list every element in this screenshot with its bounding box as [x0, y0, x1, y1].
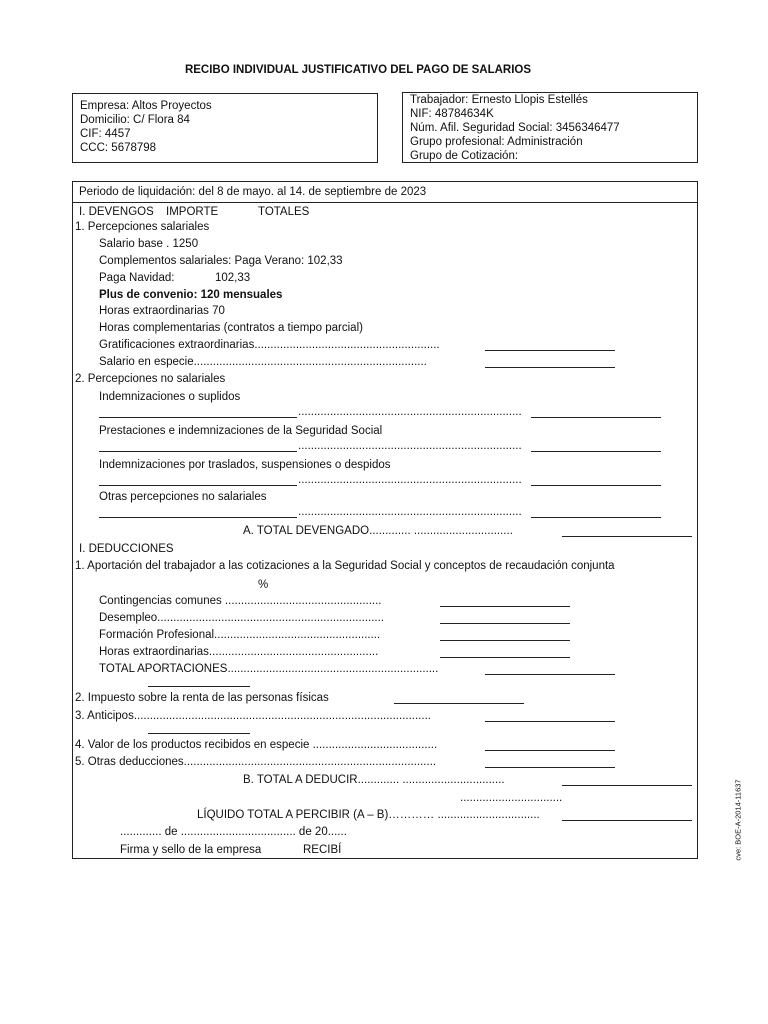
empresa-domicilio: Domicilio: C/ Flora 84 [80, 114, 190, 126]
document-title: RECIBO INDIVIDUAL JUSTIFICATIVO DEL PAGO DE SALARIOS [184, 64, 532, 76]
otras-percepciones-dots: ...................................................................... [298, 506, 522, 518]
salario-especie: Salario en especie......................................................................... [99, 356, 427, 368]
irpf-amount-line [394, 703, 524, 704]
trabajador-grupo-cotizacion: Grupo de Cotización: [410, 150, 519, 162]
indemnizaciones-dots: ...................................................................... [298, 406, 522, 418]
empresa-name: Empresa: Altos Proyectos [80, 100, 212, 112]
anticipos-extra-line [148, 733, 250, 734]
total-aportaciones-amount-line [485, 674, 615, 675]
recibi-label: RECIBÍ [303, 844, 342, 856]
prestaciones-dots: ...................................................................... [298, 440, 522, 452]
plus-convenio: Plus de convenio: 120 mensuales [99, 289, 283, 301]
indemnizaciones-amount-line [531, 417, 661, 418]
liquido-total: LÍQUIDO TOTAL A PERCIBIR (A – B)………… ................................ [197, 809, 540, 821]
horas-extraordinarias-deduccion: Horas extraordinarias..................................................... [99, 646, 379, 658]
totales-header: TOTALES [258, 206, 310, 218]
devengos-header: I. DEVENGOS [79, 206, 154, 218]
salario-base: Salario base . 1250 [99, 238, 199, 250]
formacion-profesional: Formación Profesional.................................................... [99, 629, 381, 641]
total-devengado-amount-line [562, 536, 692, 537]
periodo-liquidacion: Periodo de liquidación: del 8 de mayo. al 14. de septiembre de 2023 [79, 186, 427, 198]
trabajador-nif: NIF: 48784634K [410, 108, 494, 120]
desempleo-amount-line [440, 623, 570, 624]
trabajador-name: Trabajador: Ernesto Llopis Estellés [410, 94, 588, 106]
periodo-divider [72, 202, 698, 203]
liquido-total-amount-line [562, 820, 692, 821]
salario-especie-amount-line [485, 367, 615, 368]
complementos-salariales: Complementos salariales: Paga Verano: 102,33 [99, 255, 343, 267]
desempleo: Desempleo....................................................................... [99, 612, 385, 624]
deducciones-header: I. DEDUCCIONES [79, 543, 174, 555]
prestaciones-concept-line [99, 451, 297, 452]
indemnizaciones-traslados: Indemnizaciones por traslados, suspensiones o despidos [99, 459, 391, 471]
otras-deducciones-amount-line [485, 767, 615, 768]
contingencias-comunes: Contingencias comunes ................................................. [99, 595, 382, 607]
contingencias-amount-line [440, 606, 570, 607]
paga-navidad-label: Paga Navidad: [99, 272, 175, 284]
cve-text: cve: BOE-A-2014-11637 [733, 779, 743, 861]
otras-percepciones: Otras percepciones no salariales [99, 491, 267, 503]
traslados-dots: ...................................................................... [298, 474, 522, 486]
trabajador-grupo-profesional: Grupo profesional: Administración [410, 136, 583, 148]
empresa-box [72, 93, 378, 163]
percent-header: % [258, 579, 269, 591]
anticipos-amount-line [485, 721, 615, 722]
horas-extra-amount-line [440, 657, 570, 658]
importe-header: IMPORTE [166, 206, 219, 218]
anticipos: 3. Anticipos............................................................................................. [75, 710, 431, 722]
percepciones-no-salariales-heading: 2. Percepciones no salariales [75, 373, 226, 385]
total-deducir-dots: ................................ [460, 792, 563, 804]
gratificaciones-extraordinarias: Gratificaciones extraordinarias.......................................................... [99, 339, 440, 351]
total-deducir: B. TOTAL A DEDUCIR............. ................................ [243, 774, 505, 786]
gratificaciones-amount-line [485, 350, 615, 351]
prestaciones-amount-line [531, 451, 661, 452]
horas-extraordinarias: Horas extraordinarias 70 [99, 305, 225, 317]
indemnizaciones-concept-line [99, 417, 297, 418]
otras-percepciones-amount-line [531, 517, 661, 518]
formacion-amount-line [440, 640, 570, 641]
firma-empresa: Firma y sello de la empresa [120, 844, 262, 856]
otras-percepciones-concept-line [99, 517, 297, 518]
indemnizaciones-suplidos: Indemnizaciones o suplidos [99, 391, 241, 403]
trabajador-afiliacion: Núm. Afil. Seguridad Social: 3456346477 [410, 122, 620, 134]
empresa-ccc: CCC: 5678798 [80, 142, 157, 154]
valor-productos-especie: 4. Valor de los productos recibidos en especie ....................................... [75, 739, 438, 751]
percepciones-salariales-heading: 1. Percepciones salariales [75, 221, 210, 233]
traslados-concept-line [99, 485, 297, 486]
empresa-cif: CIF: 4457 [80, 128, 131, 140]
fecha-firma: ............. de .................................... de 20...... [120, 826, 347, 838]
total-devengado: A. TOTAL DEVENGADO............. ............................... [243, 525, 513, 537]
cve-stamp [724, 760, 752, 880]
aportacion-trabajador: 1. Aportación del trabajador a las cotizaciones a la Seguridad Social y conceptos de recaudación conjunta [75, 560, 615, 572]
traslados-amount-line [531, 485, 661, 486]
impuesto-renta: 2. Impuesto sobre la renta de las personas físicas [75, 692, 329, 704]
horas-complementarias: Horas complementarias (contratos a tiempo parcial) [99, 322, 363, 334]
total-aportaciones: TOTAL APORTACIONES.................................................................. [99, 663, 439, 675]
trabajador-box [402, 92, 698, 163]
prestaciones-seguridad-social: Prestaciones e indemnizaciones de la Seguridad Social [99, 425, 383, 437]
paga-navidad-value: 102,33 [215, 272, 251, 284]
otras-deducciones: 5. Otras deducciones............................................................................... [75, 756, 437, 768]
total-aportaciones-extra-line [148, 686, 250, 687]
total-deducir-amount-line [562, 785, 692, 786]
valor-productos-amount-line [485, 750, 615, 751]
